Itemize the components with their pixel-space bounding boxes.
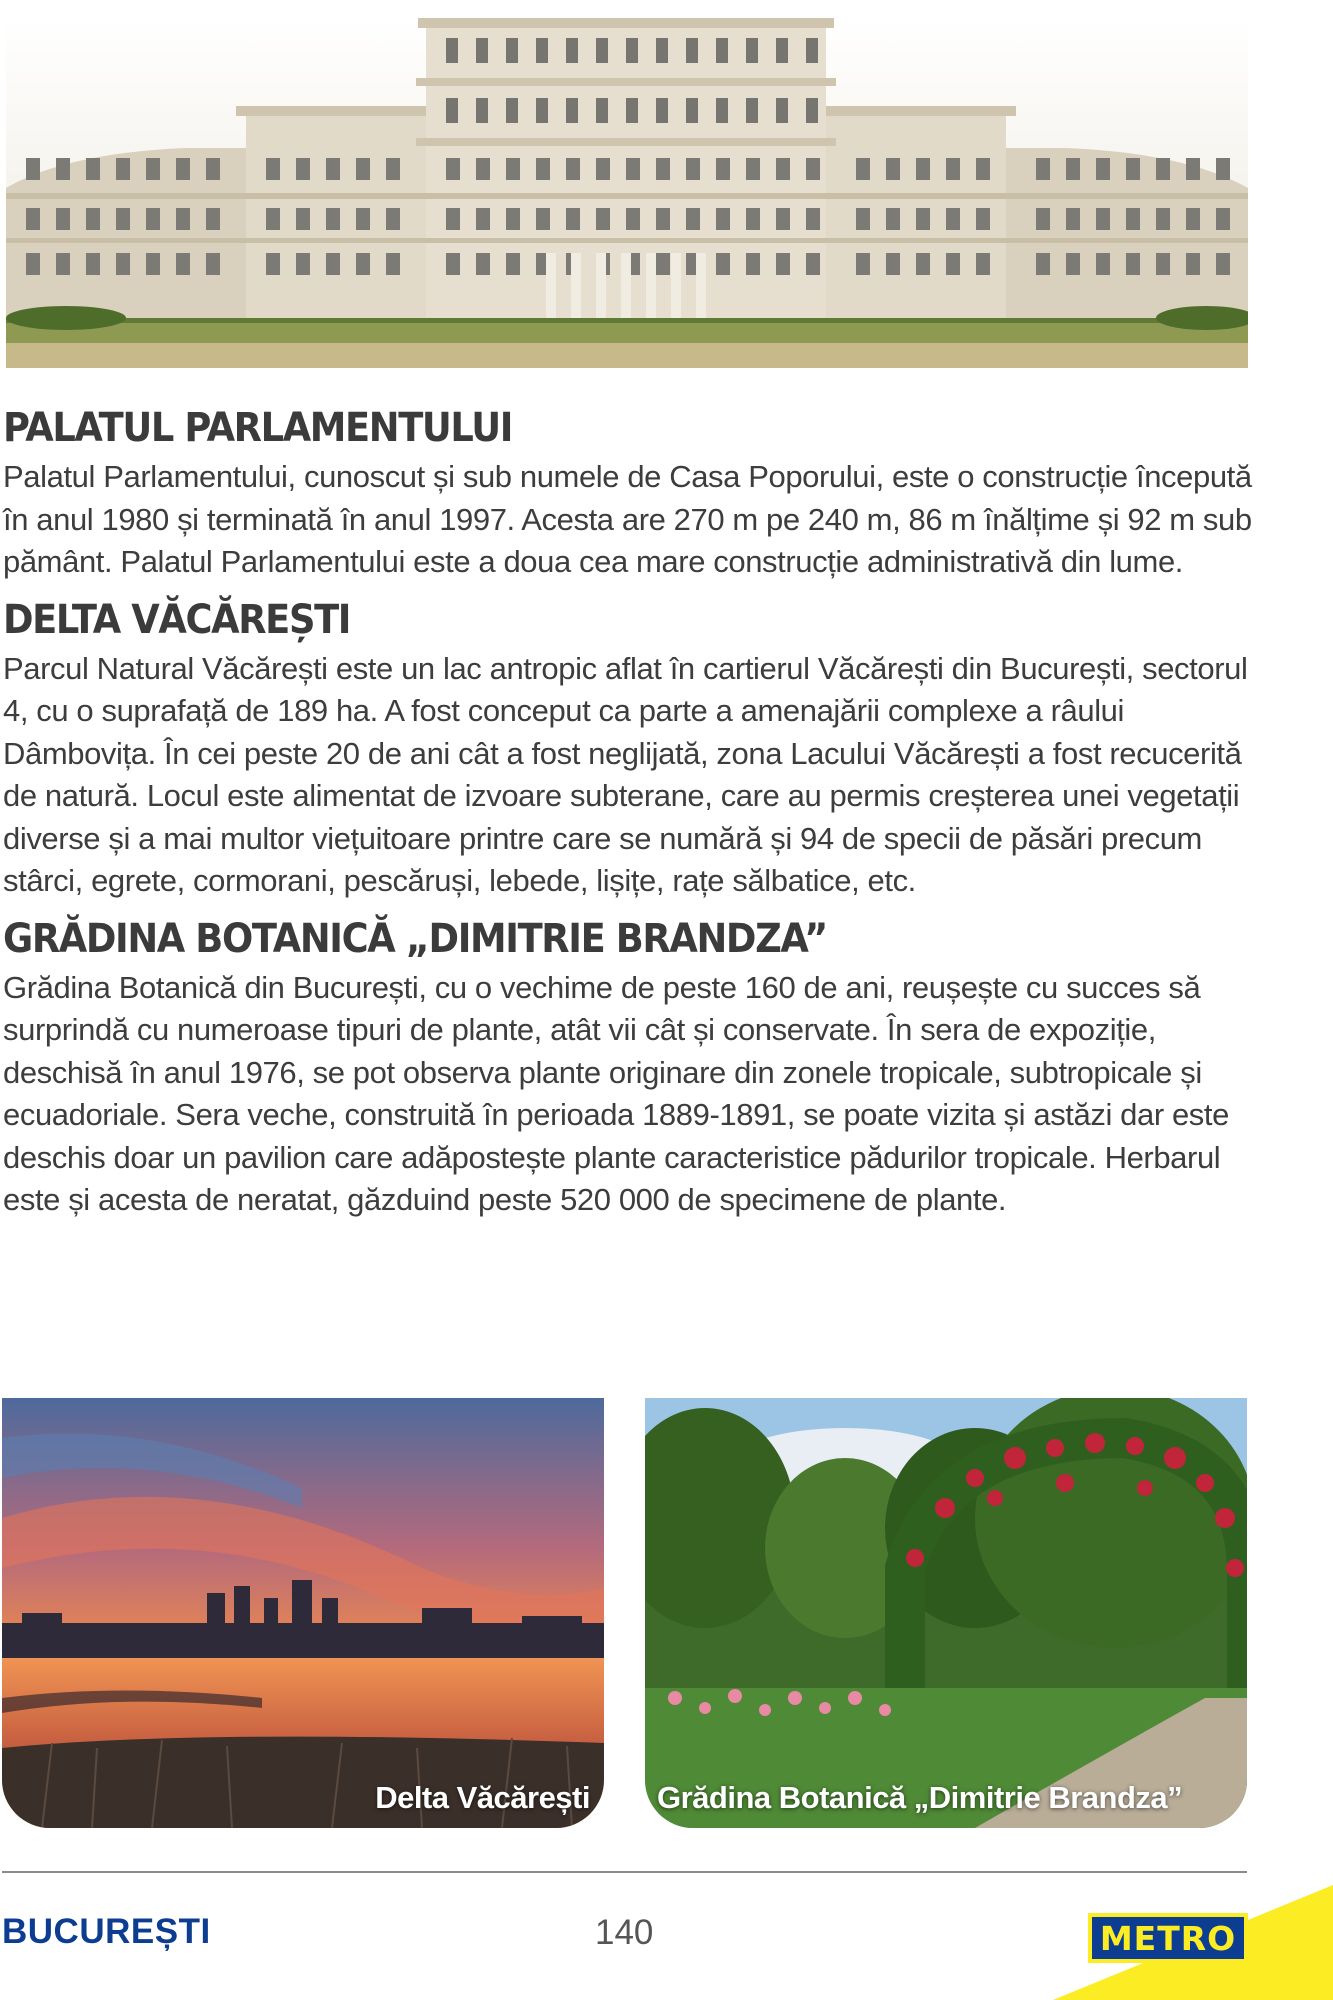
delta-caption: Delta Văcărești [375, 1780, 590, 1815]
gradina-photo [645, 1398, 1247, 1828]
delta-photo [2, 1398, 604, 1828]
footer-city: BUCUREȘTI [2, 1912, 211, 1951]
section-title-gradina: GRĂDINA BOTANICĂ „DIMITRIE BRANDZA” [3, 915, 827, 962]
section-title-delta: DELTA VĂCĂREȘTI [3, 596, 351, 643]
page-number: 140 [595, 1913, 654, 1952]
metro-logo-text: METRO [1099, 1918, 1237, 1958]
section-body-palatul: Palatul Parlamentului, cunoscut și sub numele de Casa Poporului, este o construcție începută în anul 1980 și terminată în anul 1997. Acesta are 270 m pe 240 m, 86 m înălțime și 92 m sub pământ. Palatul Parlamentului este a doua cea mare construcție administrativă din lume. [3, 459, 1252, 579]
section-body-delta: Parcul Natural Văcărești este un lac antropic aflat în cartierul Văcărești din București, sectorul 4, cu o suprafață de 189 ha. A fost conceput ca parte a amenajării complexe a râului Dâmbovița. În cei peste 20 de ani cât a fost neglijată, zona Lacului Văcărești a fost recucerită de natură. Locul este alimentat de izvoare subterane, care au permis creșterea unei vegetații diverse și a mai multor viețuitoare printre care se numără și 94 de specii de păsări precum stârci, egrete, cormorani, pescăruși, lebede, lișițe, rațe sălbatice, etc. [3, 650, 1248, 898]
palace-photo [6, 18, 1248, 368]
section-title-palatul: PALATUL PARLAMENTULUI [3, 405, 513, 451]
footer-divider [2, 1871, 1247, 1873]
gradina-caption: Grădina Botanică „Dimitrie Brandza” [657, 1780, 1183, 1815]
article-content [3, 400, 1253, 1230]
section-body-gradina: Grădina Botanică din București, cu o vechime de peste 160 de ani, reușește cu succes să surprindă cu numeroase tipuri de plante, atât vii cât și conservate. În sera de expoziție, deschisă în anul 1976, se pot observa plante originare din zonele tropicale, subtropicale și ecuadoriale. Sera veche, construită în perioada 1889-1891, se poate vizita și astăzi dar este deschis doar un pavilion care adăpostește plante caracteristice pădurilor tropicale. Herbarul este și acesta de neratat, găzduind peste 520 000 de specimene de plante. [3, 969, 1229, 1217]
metro-logo [1088, 1913, 1248, 1963]
